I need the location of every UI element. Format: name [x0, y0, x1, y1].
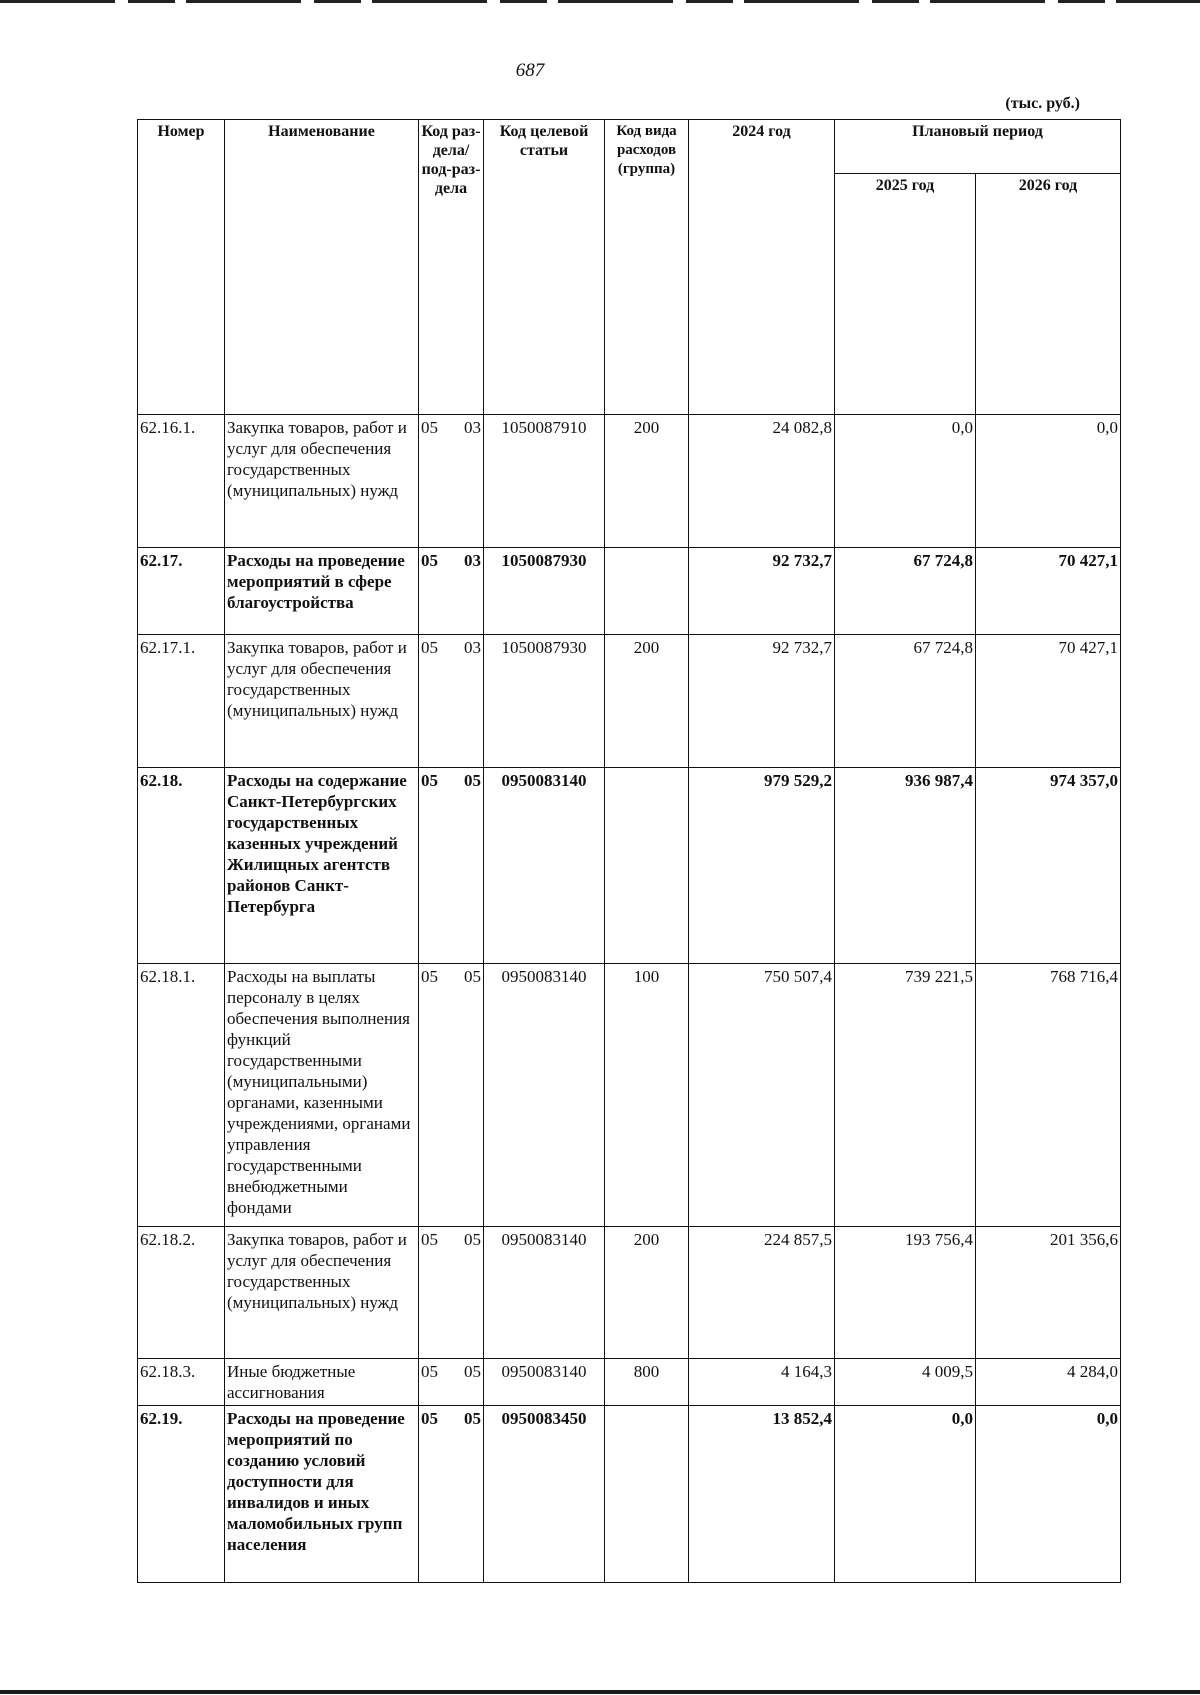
row-amount-2026: 974 357,0	[976, 768, 1121, 964]
header-name: Наименование	[225, 120, 419, 415]
row-amount-2025: 67 724,8	[835, 635, 976, 768]
scan-edge-top	[0, 0, 1200, 3]
row-amount-2025: 4 009,5	[835, 1359, 976, 1406]
row-expense-type	[605, 548, 689, 635]
table-row	[138, 635, 1121, 768]
row-amount-2026: 0,0	[976, 415, 1121, 548]
header-razdel: Код раз-дела/ под-раз-дела	[419, 120, 484, 415]
row-target-code: 0950083140	[484, 1359, 605, 1406]
row-razdel-cell	[419, 1227, 484, 1359]
row-razdel: 05	[421, 1230, 438, 1249]
page-number: 687	[515, 60, 545, 81]
row-razdel: 05	[421, 967, 438, 986]
row-podrazdel: 03	[464, 638, 481, 657]
row-target-code: 1050087910	[484, 415, 605, 548]
row-name: Расходы на выплаты персоналу в целях обеспечения выполнения функций государственными (муниципальными) органами, казенными учреждениями, органами управления государственными внебюджетными фондами	[225, 964, 419, 1227]
header-planned-period: Плановый период	[835, 120, 1121, 174]
row-podrazdel: 03	[464, 551, 481, 570]
row-razdel: 05	[421, 638, 438, 657]
header-target-code: Код целевой статьи	[484, 120, 605, 415]
row-amount-2026: 4 284,0	[976, 1359, 1121, 1406]
row-number: 62.18.	[138, 768, 225, 964]
row-number: 62.18.1.	[138, 964, 225, 1227]
row-amount-2026: 201 356,6	[976, 1227, 1121, 1359]
row-number: 62.18.3.	[138, 1359, 225, 1406]
row-podrazdel: 05	[464, 1230, 481, 1249]
row-razdel-cell	[419, 415, 484, 548]
row-amount-2024: 224 857,5	[689, 1227, 835, 1359]
row-number: 62.19.	[138, 1406, 225, 1583]
budget-table	[137, 119, 1121, 1583]
row-expense-type	[605, 768, 689, 964]
table-row	[138, 1227, 1121, 1359]
row-razdel: 05	[421, 771, 438, 790]
row-number: 62.17.1.	[138, 635, 225, 768]
row-podrazdel: 05	[464, 771, 481, 790]
row-number: 62.18.2.	[138, 1227, 225, 1359]
row-name: Расходы на проведение мероприятий по созданию условий доступности для инвалидов и иных маломобильных групп населения	[225, 1406, 419, 1583]
table-row	[138, 768, 1121, 964]
row-target-code: 0950083140	[484, 964, 605, 1227]
header-number: Номер	[138, 120, 225, 415]
row-amount-2025: 193 756,4	[835, 1227, 976, 1359]
row-podrazdel: 05	[464, 1409, 481, 1428]
row-name: Закупка товаров, работ и услуг для обеспечения государственных (муниципальных) нужд	[225, 635, 419, 768]
row-amount-2024: 750 507,4	[689, 964, 835, 1227]
row-amount-2026: 70 427,1	[976, 635, 1121, 768]
row-expense-type: 200	[605, 635, 689, 768]
row-name: Закупка товаров, работ и услуг для обеспечения государственных (муниципальных) нужд	[225, 415, 419, 548]
scan-edge-bottom	[0, 1690, 1200, 1694]
row-name: Закупка товаров, работ и услуг для обеспечения государственных (муниципальных) нужд	[225, 1227, 419, 1359]
row-amount-2024: 4 164,3	[689, 1359, 835, 1406]
row-amount-2024: 13 852,4	[689, 1406, 835, 1583]
header-year-2024: 2024 год	[689, 120, 835, 415]
table-row	[138, 1359, 1121, 1406]
row-expense-type: 200	[605, 1227, 689, 1359]
row-amount-2025: 67 724,8	[835, 548, 976, 635]
row-razdel: 05	[421, 1362, 438, 1381]
header-expense-type: Код вида расходов (группа)	[605, 120, 689, 415]
row-expense-type: 200	[605, 415, 689, 548]
row-target-code: 0950083140	[484, 768, 605, 964]
row-amount-2024: 979 529,2	[689, 768, 835, 964]
table-header	[138, 120, 1121, 415]
row-podrazdel: 03	[464, 418, 481, 437]
row-razdel: 05	[421, 1409, 438, 1428]
row-name: Иные бюджетные ассигнования	[225, 1359, 419, 1406]
table-body	[138, 415, 1121, 1583]
row-razdel-cell	[419, 1359, 484, 1406]
row-amount-2024: 92 732,7	[689, 548, 835, 635]
row-name: Расходы на проведение мероприятий в сфере благоустройства	[225, 548, 419, 635]
row-target-code: 1050087930	[484, 635, 605, 768]
row-name: Расходы на содержание Санкт-Петербургских государственных казенных учреждений Жилищных агентств районов Санкт-Петербурга	[225, 768, 419, 964]
row-razdel-cell	[419, 1406, 484, 1583]
row-razdel-cell	[419, 548, 484, 635]
row-number: 62.16.1.	[138, 415, 225, 548]
header-year-2025: 2025 год	[835, 173, 976, 415]
units-label: (тыс. руб.)	[1005, 95, 1080, 112]
row-amount-2025: 739 221,5	[835, 964, 976, 1227]
header-year-2026: 2026 год	[976, 173, 1121, 415]
table-row	[138, 415, 1121, 548]
row-target-code: 0950083450	[484, 1406, 605, 1583]
row-amount-2025: 0,0	[835, 415, 976, 548]
row-razdel-cell	[419, 964, 484, 1227]
row-number: 62.17.	[138, 548, 225, 635]
row-podrazdel: 05	[464, 967, 481, 986]
row-expense-type	[605, 1406, 689, 1583]
row-podrazdel: 05	[464, 1362, 481, 1381]
row-amount-2025: 936 987,4	[835, 768, 976, 964]
row-amount-2026: 0,0	[976, 1406, 1121, 1583]
row-amount-2026: 768 716,4	[976, 964, 1121, 1227]
row-target-code: 1050087930	[484, 548, 605, 635]
table-row	[138, 548, 1121, 635]
row-amount-2024: 92 732,7	[689, 635, 835, 768]
row-amount-2024: 24 082,8	[689, 415, 835, 548]
row-amount-2025: 0,0	[835, 1406, 976, 1583]
row-target-code: 0950083140	[484, 1227, 605, 1359]
row-expense-type: 100	[605, 964, 689, 1227]
row-razdel: 05	[421, 551, 438, 570]
row-razdel: 05	[421, 418, 438, 437]
row-expense-type: 800	[605, 1359, 689, 1406]
row-razdel-cell	[419, 768, 484, 964]
row-amount-2026: 70 427,1	[976, 548, 1121, 635]
row-razdel-cell	[419, 635, 484, 768]
table-row	[138, 964, 1121, 1227]
table-row	[138, 1406, 1121, 1583]
